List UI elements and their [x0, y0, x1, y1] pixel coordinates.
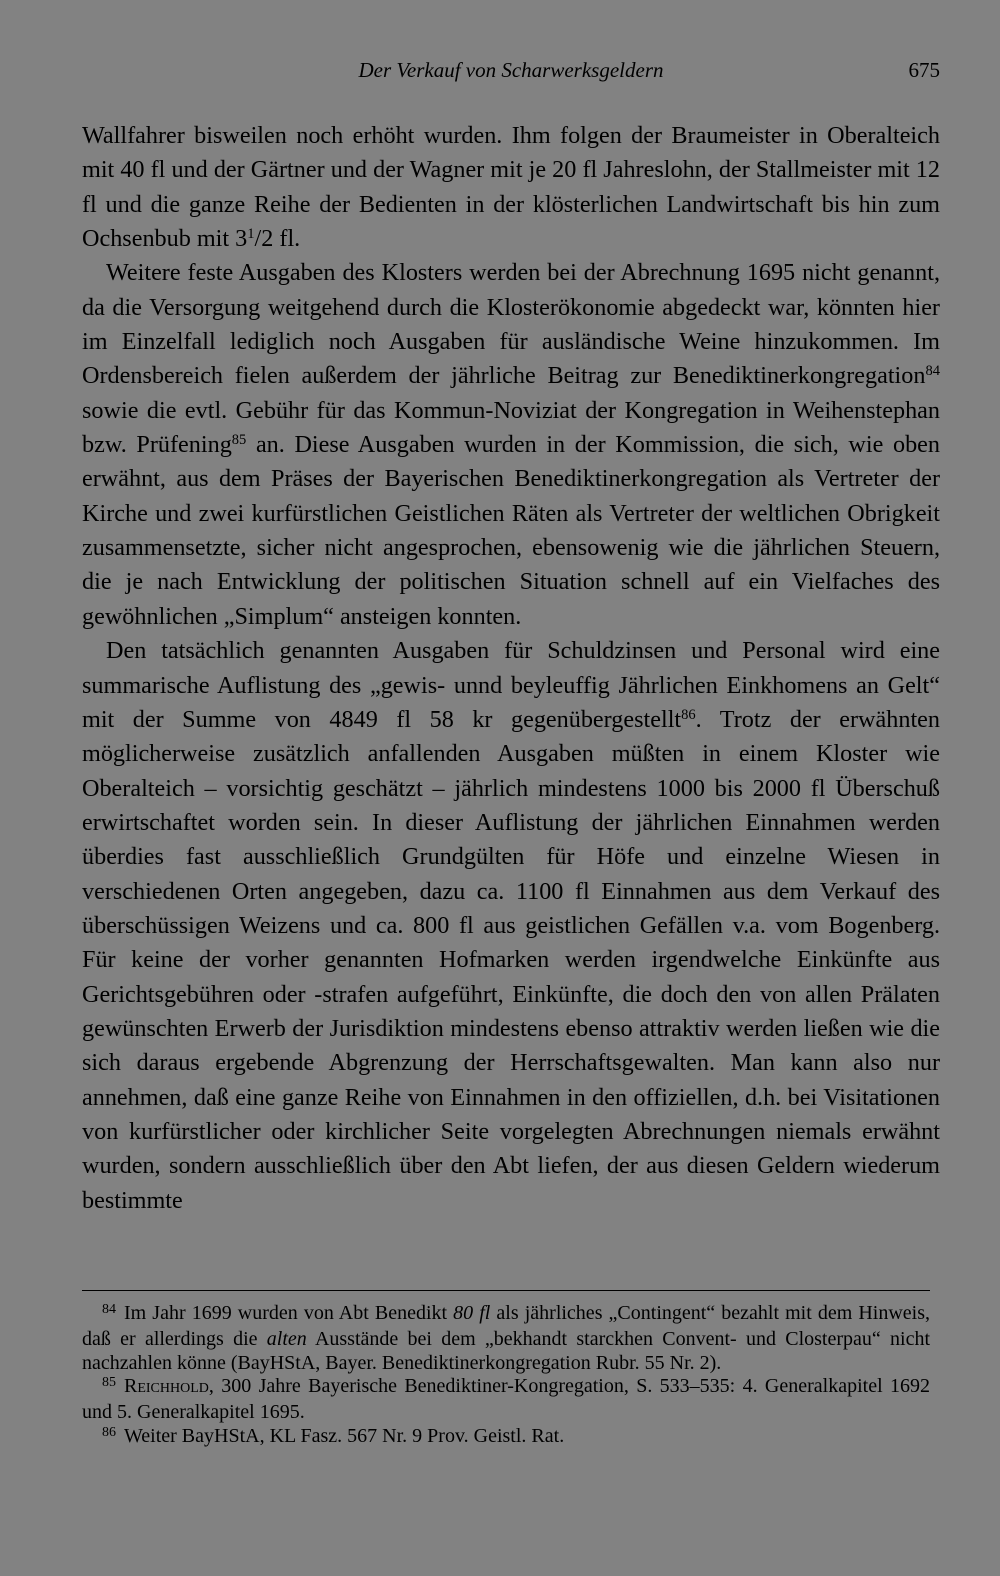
text-run: als jährliches „Contingent“ bezahlt mit dem Hinweis, daß er allerdings die [82, 1302, 931, 1350]
text-run: an. Diese Ausgaben wurden in der Kommission, die sich, wie oben erwähnt, aus dem Präses der Bayerischen Benediktinerkongregation als Vertreter der Kirche und zwei kurfürstlichen Geistlichen Räten als Vertreter der weltlichen Obrigkeit zusammensetzte, sicher nicht angesprochen, ebensowenig wie die jährlichen Steuern, die je nach Entwicklung der politischen Situation schnell auf ein Vielfaches des gewöhnlichen „Simplum“ ansteigen konnten. [82, 431, 940, 630]
text-run: Wallfahrer bisweilen noch erhöht wurden. Ihm folgen der Braumeister in Oberalteich mit 40 fl und der Gärtner und der Wagner mit je 20 fl Jahreslohn, der Stallmeister mit 12 fl und die ganze Reihe der Bedienten in der klösterlichen Landwirtschaft bis hin zum Ochsenbub mit 3 [82, 122, 940, 253]
running-title: Der Verkauf von Scharwerksgeldern [358, 58, 664, 82]
footnote-number: 85 [102, 1375, 116, 1391]
author-name: Reichhold, [124, 1375, 214, 1398]
footnote-85 [82, 1375, 930, 1425]
footnote-86 [82, 1425, 930, 1451]
text-run: Weiter BayHStA, KL Fasz. 567 Nr. 9 Prov. Geistl. Rat. [124, 1424, 565, 1447]
text-run: Im Jahr 1699 wurden von Abt Benedikt [124, 1302, 454, 1324]
emphasis: alten [266, 1327, 307, 1350]
footnote-84 [82, 1302, 930, 1375]
text-run: Den tatsächlich genannten Ausgaben für Schuldzinsen und Personal wird eine summarische Auflistung des „gewis- unnd beyleuffig Jährlichen Einkhomens an Gelt“ mit der Summe von 4849 fl 58 kr gegenübergestellt [82, 637, 940, 733]
page-header [82, 58, 940, 90]
fraction-denominator: /2 [254, 225, 274, 253]
text-run: fl. [273, 225, 301, 253]
text-run: Ausstände bei dem „bekhandt starckhen Convent- und Closterpau“ nicht nachzahlen könne (BayHStA, Bayer. Benediktinerkongregation Rubr. 55 Nr. 2). [82, 1327, 931, 1374]
fraction-numerator: 1 [247, 226, 255, 243]
text-run: 300 Jahre Bayerische Benediktiner-Kongregation, S. 533–535: 4. Generalkapitel 1692 und 5. Generalkapitel 1695. [82, 1375, 930, 1424]
paragraph [82, 256, 940, 634]
footnote-ref-85[interactable]: 85 [231, 432, 247, 449]
footnote-divider [82, 1290, 930, 1291]
footnote-ref-84[interactable]: 84 [925, 363, 940, 380]
paragraph [82, 634, 940, 1218]
page-number: 675 [908, 58, 940, 82]
paragraph [82, 119, 940, 256]
text-run: . Trotz der erwähnten möglicherweise zusätzlich anfallenden Ausgaben müßten in einem Kloster wie Oberalteich – vorsichtig geschätzt – jährlich mindestens 1000 bis 2000 fl Überschuß erwirtschaftet worden sein. In dieser Auflistung der jährlichen Einnahmen werden überdies fast ausschließlich Grundgülten für Höfe und einzelne Wiesen in verschiedenen Orten angegeben, dazu ca. 1100 fl Einnahmen aus dem Verkauf des überschüssigen Weizens und ca. 800 fl aus geistlichen Gefällen v.a. vom Bogenberg. Für keine der vorher genannten Hofmarken werden irgendwelche Einkünfte aus Gerichtsgebühren oder -strafen aufgeführt, Einkünfte, die doch den von allen Prälaten gewünschten Erwerb der Jurisdiktion mindestens ebenso attraktiv werden ließen wie die sich daraus ergebende Abgrenzung der Herrschaftsgewalten. Man kann also nur annehmen, daß eine ganze Reihe von Einnahmen in den offiziellen, d.h. bei Visitationen von kurfürstlicher oder kirchlicher Seite vorgelegten Abrechnungen niemals erwähnt wurden, sondern ausschließlich über den Abt liefen, der aus diesen Geldern wiederum bestimmte [82, 705, 940, 1214]
footnote-ref-86[interactable]: 86 [681, 706, 696, 723]
main-text [82, 119, 940, 1218]
text-run: Weitere feste Ausgaben des Klosters werden bei der Abrechnung 1695 nicht genannt, da die Versorgung weitgehend durch die Klosterökonomie abgedeckt war, könnten hier im Einzelfall lediglich noch Ausgaben für ausländische Weine hinzukommen. Im Ordensbereich fielen außerdem der jährliche Beitrag zur Benediktinerkongregation [82, 259, 940, 390]
emphasis: 80 fl [453, 1302, 491, 1324]
footnotes [82, 1302, 930, 1451]
footnote-number: 84 [102, 1301, 116, 1317]
footnote-number: 86 [102, 1424, 116, 1440]
text-run: sowie die evtl. Gebühr für das Kommun-Noviziat der Kongregation in Weihenstephan bzw. Prüfening [82, 396, 940, 459]
